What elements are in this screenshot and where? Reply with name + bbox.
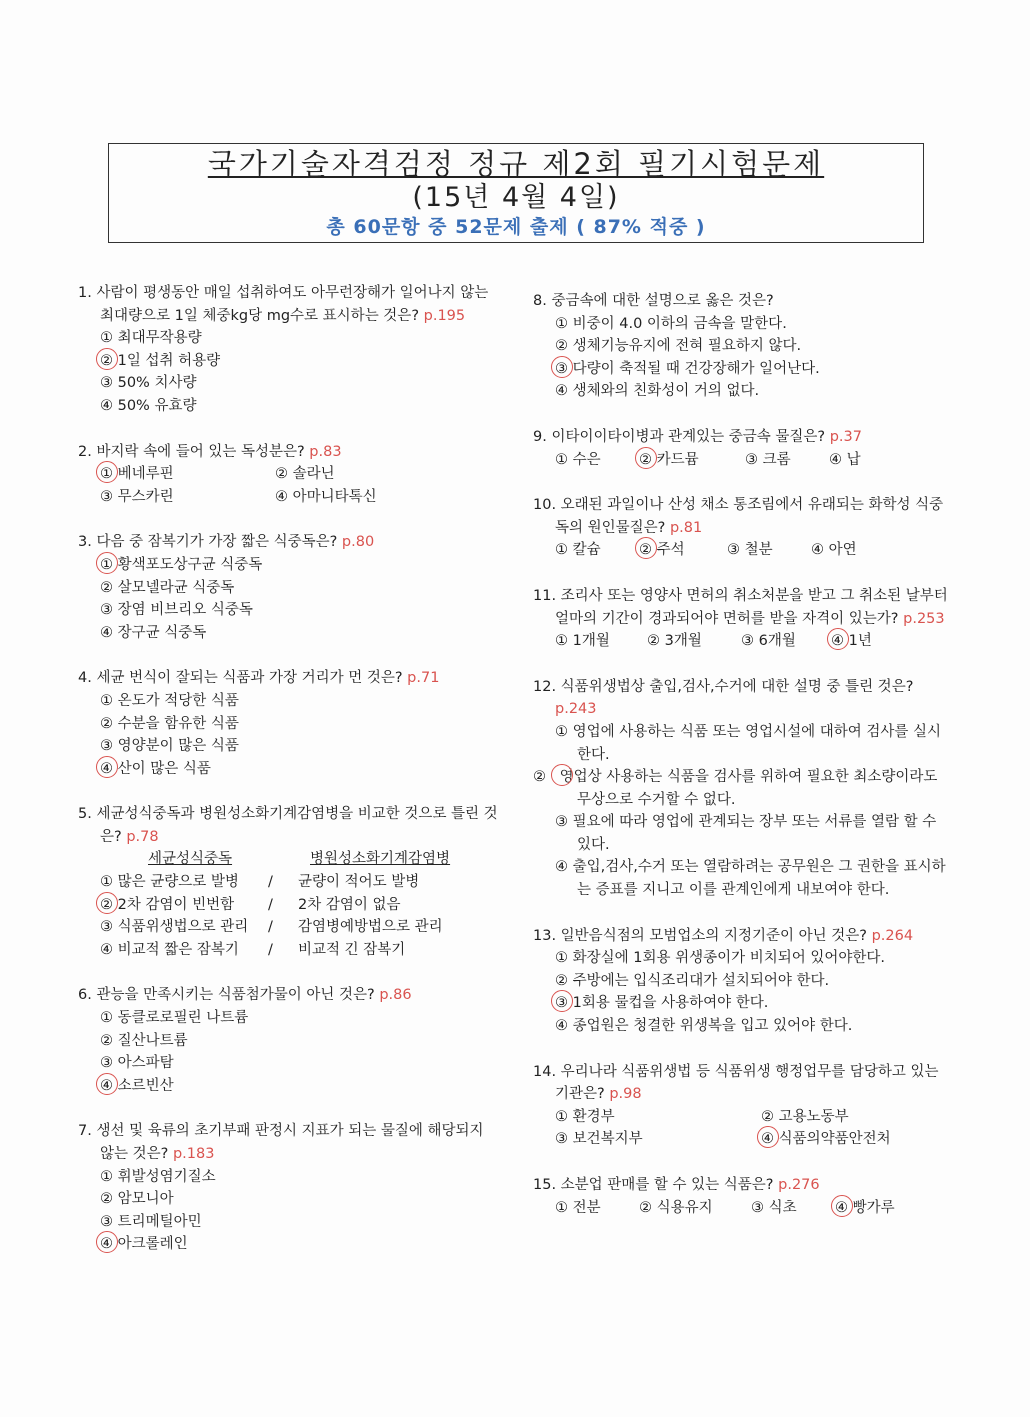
option-row bbox=[78, 463, 498, 486]
question-15 bbox=[533, 1174, 953, 1219]
question-5 bbox=[78, 803, 498, 961]
question-stem: 15. 소분업 판매를 할 수 있는 식품은? p.276 bbox=[533, 1177, 820, 1193]
option: ④ 납 bbox=[829, 451, 861, 468]
option-correct: ④ 식품의약품안전처 bbox=[761, 1128, 891, 1151]
option-correct: ④ 아크롤레인 bbox=[78, 1233, 498, 1256]
comparison-row: ④ 비교적 짧은 잠복기 / 비교적 긴 잠복기 bbox=[100, 941, 406, 958]
option: ① 영업에 사용하는 식품 또는 영업시설에 대하여 검사를 실시한다. bbox=[555, 723, 942, 763]
option: ② 생체기능유지에 전혀 필요하지 않다. bbox=[555, 338, 802, 355]
option-correct: ② 카드뮴 bbox=[639, 449, 723, 472]
option-row bbox=[533, 449, 953, 472]
option: ③ 6개월 bbox=[741, 633, 796, 650]
option: ② 3개월 bbox=[647, 633, 702, 650]
option: ② 질산나트륨 bbox=[100, 1032, 188, 1049]
option: ① 1개월 bbox=[555, 633, 610, 650]
option-row bbox=[533, 1197, 953, 1220]
question-stem: 10. 오래된 과일이나 산성 채소 통조림에서 유래되는 화학성 식중독의 원인물질은? p.81 bbox=[533, 497, 944, 536]
page-ref: p.253 bbox=[903, 610, 945, 627]
question-stem: 1. 사람이 평생동안 매일 섭취하여도 아무런장해가 일어나지 않는 최대량으로 1일 체중kg당 mg수로 표시하는 것은? p.195 bbox=[78, 285, 489, 324]
option: ① 휘발성염기질소 bbox=[100, 1168, 216, 1185]
question-9 bbox=[533, 426, 953, 471]
question-2 bbox=[78, 441, 498, 509]
page-ref: p.83 bbox=[309, 443, 342, 460]
page-ref: p.276 bbox=[778, 1177, 820, 1193]
exam-subtitle: 총 60문항 중 52문제 출제 ( 87% 적중 ) bbox=[326, 216, 706, 238]
answer-circle: ② bbox=[639, 539, 652, 562]
option: ② 수분을 함유한 식품 bbox=[100, 715, 239, 732]
question-stem: 13. 일반음식점의 모범업소의 지정기준이 아닌 것은? p.264 bbox=[533, 927, 914, 944]
answer-circle: ④ bbox=[100, 758, 113, 781]
question-stem: 3. 다음 중 잠복기가 가장 짧은 식중독은? p.80 bbox=[78, 534, 375, 551]
option: ③ 무스카린 bbox=[100, 488, 174, 505]
option: ① 수은 bbox=[555, 451, 601, 468]
option: ② 고용노동부 bbox=[761, 1108, 849, 1125]
exam-date: (15년 4월 4일) bbox=[412, 182, 620, 213]
answer-circle: ② bbox=[100, 350, 113, 373]
page-ref: p.98 bbox=[609, 1086, 642, 1103]
option: ① 온도가 적당한 식품 bbox=[100, 692, 239, 709]
option-correct: ④ 산이 많은 식품 bbox=[78, 758, 498, 781]
question-stem: 4. 세균 번식이 잘되는 식품과 가장 거리가 먼 것은? p.71 bbox=[78, 670, 440, 687]
option: ③ 장염 비브리오 식중독 bbox=[100, 602, 253, 619]
option-row bbox=[533, 1128, 953, 1151]
answer-circle: ④ bbox=[761, 1128, 774, 1151]
option-correct: ④ 소르빈산 bbox=[78, 1075, 498, 1098]
question-7 bbox=[78, 1120, 498, 1256]
exam-header bbox=[108, 143, 924, 243]
option: ③ 식초 bbox=[751, 1199, 797, 1216]
page-ref: p.243 bbox=[555, 701, 597, 718]
question-8 bbox=[533, 290, 953, 403]
question-4 bbox=[78, 667, 498, 780]
question-10 bbox=[533, 494, 953, 562]
option: ④ 50% 유효량 bbox=[100, 397, 197, 414]
option: ① 최대무작용량 bbox=[100, 330, 202, 347]
option: ③ 필요에 따라 영업에 관계되는 장부 또는 서류를 열람 할 수 있다. bbox=[555, 814, 937, 853]
option-correct: ④ 빵가루 bbox=[835, 1197, 895, 1220]
question-stem: 9. 이타이이타이병과 관계있는 중금속 물질은? p.37 bbox=[533, 428, 862, 445]
comparison-header: 세균성식중독 병원성소화기계감염병 bbox=[148, 851, 451, 868]
option-correct: ④ 1년 bbox=[831, 630, 872, 653]
question-stem: 5. 세균성식중독과 병원성소화기계감염병을 비교한 것으로 틀린 것은? p.78 bbox=[78, 806, 498, 845]
option: ③ 보건복지부 bbox=[555, 1131, 643, 1148]
question-3 bbox=[78, 531, 498, 644]
option: ④ 종업원은 청결한 위생복을 입고 있어야 한다. bbox=[555, 1018, 853, 1035]
comparison-row: ① 많은 균량으로 발병 / 균량이 적어도 발병 bbox=[100, 874, 420, 891]
question-stem: 7. 생선 및 육류의 초기부패 판정시 지표가 되는 물질에 해당되지 않는 것은? p.183 bbox=[78, 1123, 484, 1162]
question-stem: 14. 우리나라 식품위생법 등 식품위생 행정업무를 담당하고 있는 기관은? p.98 bbox=[533, 1063, 939, 1103]
exam-title: 국가기술자격검정 정규 제2회 필기시험문제 bbox=[207, 147, 825, 181]
question-stem: 6. 관능을 만족시키는 식품첨가물이 아닌 것은? p.86 bbox=[78, 987, 412, 1004]
answer-circle: ② bbox=[639, 449, 652, 472]
page-ref: p.81 bbox=[669, 519, 703, 536]
option: ④ 아연 bbox=[811, 542, 857, 559]
comparison-row: ③ 식품위생법으로 관리 / 감염병예방법으로 관리 bbox=[100, 919, 443, 936]
option: ① 동클로로필린 나트륨 bbox=[100, 1010, 249, 1027]
option: ① 화장실에 1회용 위생종이가 비치되어 있어야한다. bbox=[555, 950, 886, 967]
answer-circle: ④ bbox=[100, 1075, 113, 1098]
option: ① 전분 bbox=[555, 1199, 601, 1216]
question-stem: 12. 식품위생법상 출입,검사,수거에 대한 설명 중 틀린 것은? p.243 bbox=[533, 678, 914, 718]
answer-circle: ③ bbox=[555, 358, 568, 381]
option: ③ 크롬 bbox=[745, 451, 791, 468]
answer-circle: ④ bbox=[831, 630, 844, 653]
option-correct: ③ 다량이 축적될 때 건강장해가 일어난다. bbox=[533, 358, 953, 381]
option: ④ 장구균 식중독 bbox=[100, 624, 207, 641]
page-ref: p.71 bbox=[407, 670, 440, 687]
answer-circle: ② bbox=[100, 894, 113, 917]
page-ref: p.86 bbox=[379, 987, 412, 1004]
option: ② 식용유지 bbox=[639, 1199, 713, 1216]
answer-circle: ① bbox=[100, 463, 113, 486]
option: ③ 아스파탐 bbox=[100, 1055, 174, 1072]
page-ref: p.78 bbox=[126, 828, 159, 845]
option: ② 주방에는 입식조리대가 설치되어야 한다. bbox=[555, 972, 830, 989]
option: ① 칼슘 bbox=[555, 542, 601, 559]
page-ref: p.264 bbox=[871, 927, 914, 944]
option-correct: ① 황색포도상구균 식중독 bbox=[78, 554, 498, 577]
answer-circle: ④ bbox=[100, 1233, 113, 1256]
left-column bbox=[78, 282, 498, 1256]
option: ② 살모넬라균 식중독 bbox=[100, 579, 235, 596]
answer-circle: ④ bbox=[835, 1197, 848, 1220]
answer-circle: ③ bbox=[555, 992, 568, 1015]
option-correct: ② 주석 bbox=[639, 539, 705, 562]
answer-circle: ① bbox=[100, 554, 113, 577]
option: ② 솔라닌 bbox=[275, 466, 335, 483]
option: ④ 아마니타톡신 bbox=[275, 488, 377, 505]
page-ref: p.195 bbox=[423, 307, 466, 324]
comparison-row-correct: ② 2차 감염이 빈번함 / 2차 감염이 없음 bbox=[78, 894, 498, 917]
option: ③ 트리메틸아민 bbox=[100, 1213, 202, 1230]
question-11 bbox=[533, 585, 953, 653]
question-1 bbox=[78, 282, 498, 418]
option: ③ 철분 bbox=[727, 542, 773, 559]
question-6 bbox=[78, 984, 498, 1097]
option: ② 암모니아 bbox=[100, 1191, 174, 1208]
option: ① 비중이 4.0 이하의 금속을 말한다. bbox=[555, 315, 787, 332]
option: ③ 50% 치사량 bbox=[100, 375, 197, 392]
option: ④ 생체와의 친화성이 거의 없다. bbox=[555, 383, 760, 400]
question-14 bbox=[533, 1061, 953, 1151]
option-correct: ① 베네루핀 bbox=[100, 463, 275, 486]
page-ref: p.37 bbox=[829, 428, 862, 445]
option: ① 환경부 bbox=[555, 1108, 615, 1125]
question-stem: 11. 조리사 또는 영양사 면허의 취소처분을 받고 그 취소된 날부터 얼마의 기간이 경과되어야 면허를 받을 자격이 있는가? p.253 bbox=[533, 587, 948, 627]
page-ref: p.183 bbox=[172, 1146, 215, 1162]
page-ref: p.80 bbox=[341, 534, 375, 551]
option-row bbox=[533, 1106, 953, 1129]
right-column bbox=[533, 290, 953, 1219]
option-row bbox=[78, 486, 498, 509]
option-row bbox=[533, 539, 953, 562]
question-stem: 2. 바지락 속에 들어 있는 독성분은? p.83 bbox=[78, 443, 342, 460]
question-13 bbox=[533, 925, 953, 1038]
question-stem: 8. 중금속에 대한 설명으로 옳은 것은? bbox=[533, 293, 774, 309]
question-12 bbox=[533, 676, 953, 902]
option-correct: ② 영업상 사용하는 식품을 검사를 위하여 필요한 최소량이라도 무상으로 수거할 수 없다. bbox=[533, 769, 938, 808]
option-row bbox=[533, 630, 953, 653]
option-correct: ③ 1회용 물컵을 사용하여야 한다. bbox=[533, 992, 953, 1015]
option: ③ 영양분이 많은 식품 bbox=[100, 738, 239, 755]
option: ④ 출입,검사,수거 또는 열람하려는 공무원은 그 권한을 표시하는 증표를 지니고 이를 관계인에게 내보여야 한다. bbox=[555, 859, 946, 899]
option-correct: ② 1일 섭취 허용량 bbox=[78, 350, 498, 373]
